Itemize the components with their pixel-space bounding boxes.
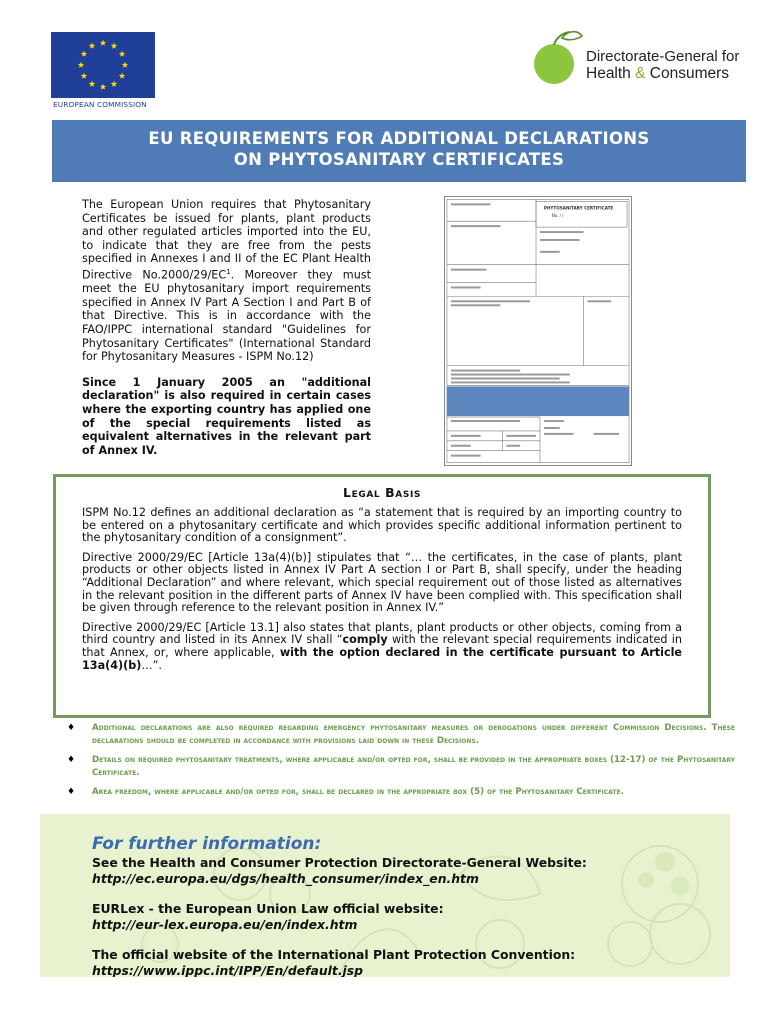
legal-p3-part-a: Directive 2000/29/EC [Article 13.1] also states that plants, plant products or other objects, coming from a third country and listed in its Annex IV shall “: [82, 620, 682, 647]
further-information-panel: [40, 814, 730, 977]
diamond-bullet-icon: ♦: [67, 787, 76, 798]
legal-paragraph-2: Directive 2000/29/EC [Article 13a(4)(b)] stipulates that “… the certificates, in the case of plants, plant products or other objects listed in Annex IV Part A section I or Part B, shall specify, under the heading “Additional Declaration” and where relevant, which special requirement out of those listed as alternatives in the relevant position in the different parts of Annex IV have been complied with. This specification shall be given through reference to the relevant position in Annex IV.”: [82, 550, 682, 615]
legal-basis-heading: Legal Basis: [343, 485, 421, 500]
bullet-text: Area freedom, where applicable and/or opted for, shall be declared in the appropriate box (5) of the Phytosanitary Certificate.: [92, 787, 624, 798]
legal-p3-bold: with the option declared in the certificate pursuant to Article 13a(4)(b): [82, 645, 682, 672]
title-banner: [52, 120, 746, 182]
bullet-text: Additional declarations are also required regarding emergency phytosanitary measures or derogations under different Commission Decisions. These declarations should be completed in accordance with provisions laid down in these Decisions.: [92, 723, 735, 746]
diamond-bullet-icon: ♦: [67, 723, 76, 733]
intro-p1-part-b: . Moreover they must meet the EU phytosanitary import requirements specified in Annex IV Part A Section I and Part B of that Directive. This is in accordance with the FAO/IPPC international standard "Guidelines for Phytosanitary Certificates" (International Standard for Phytosanitary Measures - ISPM No.12): [82, 268, 371, 364]
dg-ampersand: &: [635, 65, 646, 82]
legal-p3-part-b: with the relevant special requirements indicated in that Annex, or, where applicable,: [82, 633, 682, 659]
certificate-form: [445, 197, 631, 465]
bullet-list: [67, 722, 735, 806]
additional-declaration-box: [447, 386, 629, 416]
eu-stars: [51, 32, 155, 98]
dg-title-line2: [586, 65, 729, 83]
title-line2: ON PHYTOSANITARY CERTIFICATES: [233, 150, 565, 169]
ippc-link[interactable]: https://www.ippc.int/IPP/En/default.jsp: [92, 963, 364, 977]
eurlex-label: EURLex - the European Union Law official website:: [92, 901, 444, 916]
dg-health-consumers-logo: [532, 28, 746, 92]
legal-p3-comply: comply: [342, 633, 388, 647]
european-commission-logo: [51, 32, 155, 110]
intro-text: [82, 198, 371, 457]
eu-star-icon: [89, 81, 95, 87]
phytosanitary-certificate-image: [444, 196, 632, 466]
eu-star-icon: [122, 62, 128, 68]
eurlex-link[interactable]: http://eur-lex.europa.eu/en/index.htm: [92, 917, 358, 932]
diamond-bullet-icon: ♦: [67, 755, 76, 766]
bullet-item: [67, 786, 735, 799]
dg-website-label: See the Health and Consumer Protection Directorate-General Website:: [92, 855, 587, 870]
legal-paragraph-3: [82, 622, 682, 672]
title-line1: EU REQUIREMENTS FOR ADDITIONAL DECLARATIONS: [148, 129, 650, 148]
eu-star-icon: [111, 81, 117, 87]
legal-basis-box: [53, 474, 711, 718]
dg-website-link[interactable]: http://ec.europa.eu/dgs/health_consumer/index_en.htm: [92, 871, 479, 886]
intro-p1-part-a: The European Union requires that Phytosanitary Certificates be issued for plants, plant products and other regulated articles imported into the EU, to indicate that they are free from the pests specified in Annexes I and II of the EC Plant Health Directive No.2000/29/EC: [82, 198, 371, 282]
ippc-label: The official website of the International Plant Protection Convention:: [92, 947, 576, 962]
dg-title-line1: Directorate-General for: [586, 48, 740, 65]
certificate-number: No. / /: [551, 213, 564, 219]
dg-consumers-text: Consumers: [645, 65, 730, 82]
eu-star-icon: [119, 73, 125, 79]
european-commission-label: EUROPEAN COMMISSION: [53, 100, 147, 109]
eu-star-icon: [100, 84, 106, 90]
certificate-title: PHYTOSANITARY CERTIFICATE: [543, 205, 614, 211]
eu-star-icon: [78, 62, 84, 68]
footnote-marker: 1: [226, 267, 231, 276]
legal-p3-part-c: …”.: [141, 658, 162, 672]
bullet-item: [67, 754, 735, 779]
bullet-text: Details on required phytosanitary treatments, where applicable and/or opted for, shall be provided in the appropriate boxes (12-17) of the Phytosanitary Certificate.: [92, 755, 735, 778]
legal-paragraph-1: ISPM No.12 defines an additional declaration as “a statement that is required by an importing country to be entered on a phytosanitary certificate and which provides specific additional information pertinent to the phytosanitary condition of a consignment”.: [82, 506, 682, 545]
eu-flag-icon: [51, 32, 155, 98]
further-information-heading: For further information:: [92, 834, 322, 854]
bullet-item: [67, 722, 735, 747]
eu-star-icon: [81, 51, 87, 57]
dg-health-text: Health: [586, 65, 636, 82]
eu-star-icon: [81, 73, 87, 79]
eu-star-icon: [119, 51, 125, 57]
intro-paragraph-2: Since 1 January 2005 an "additional declaration" is also required in certain cases where the exporting country has applied one of the special requirements listed as equivalent alternatives in the relevant part of Annex IV.: [82, 375, 371, 457]
further-information-content: [92, 834, 722, 977]
intro-paragraph-1: [82, 198, 371, 364]
eu-star-icon: [89, 43, 95, 49]
eu-star-icon: [111, 43, 117, 49]
apple-icon: [532, 28, 592, 92]
eu-star-icon: [100, 40, 106, 46]
